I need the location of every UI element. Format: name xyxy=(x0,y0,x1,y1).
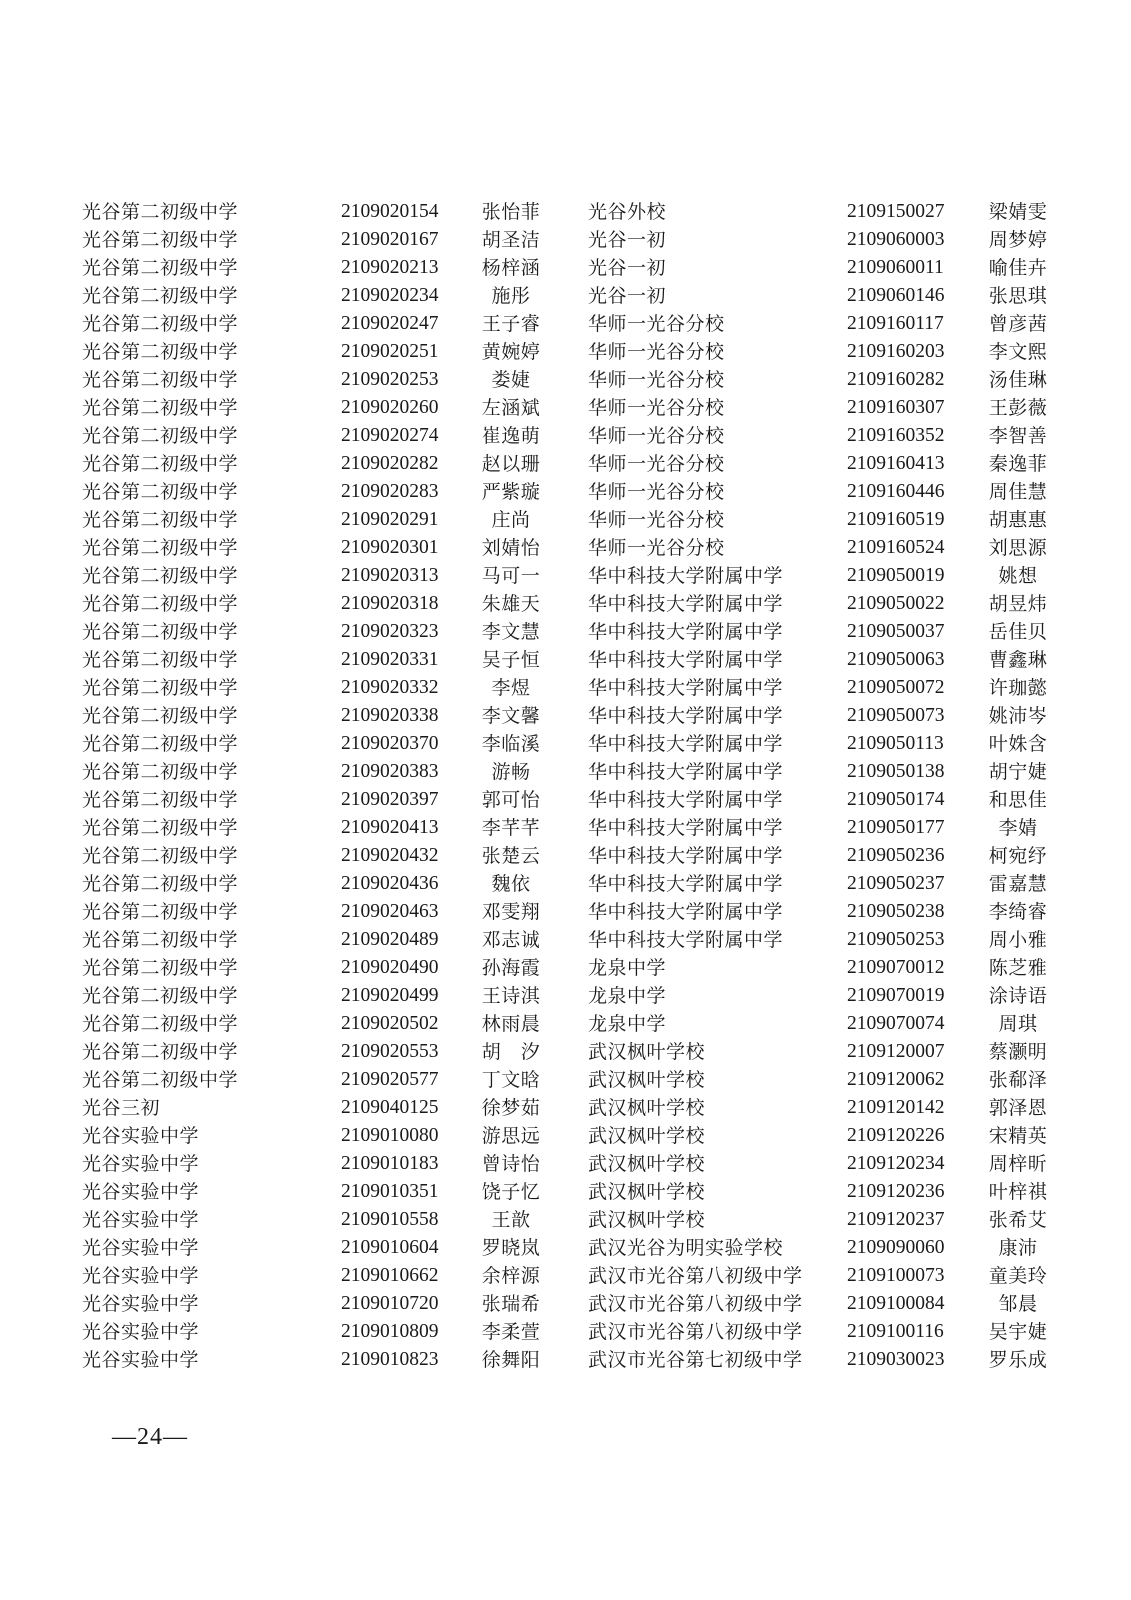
table-row xyxy=(0,674,1131,702)
student-name-left: 胡 汐 xyxy=(481,1041,541,1063)
exam-number-right: 2109050072 xyxy=(847,677,945,698)
school-right: 华中科技大学附属中学 xyxy=(588,817,784,839)
school-left: 光谷第二初级中学 xyxy=(82,649,239,671)
school-right: 华师一光谷分校 xyxy=(588,397,725,419)
table-row xyxy=(0,814,1131,842)
student-name-right: 胡宁婕 xyxy=(988,761,1048,783)
exam-number-left: 2109010809 xyxy=(341,1321,439,1342)
page-number: —24— xyxy=(112,1424,188,1450)
school-right: 华中科技大学附属中学 xyxy=(588,621,784,643)
exam-number-left: 2109020318 xyxy=(341,593,439,614)
student-name-left: 游思远 xyxy=(481,1125,541,1147)
exam-number-right: 2109050236 xyxy=(847,845,945,866)
exam-number-left: 2109020253 xyxy=(341,369,439,390)
school-left: 光谷第二初级中学 xyxy=(82,229,239,251)
student-name-left: 孙海霞 xyxy=(481,957,541,979)
table-row xyxy=(0,226,1131,254)
student-name-left: 朱雄天 xyxy=(481,593,541,615)
exam-number-right: 2109160352 xyxy=(847,425,945,446)
exam-number-right: 2109030023 xyxy=(847,1349,945,1370)
student-name-right: 胡惠惠 xyxy=(988,509,1048,531)
student-name-right: 刘思源 xyxy=(988,537,1048,559)
school-left: 光谷第二初级中学 xyxy=(82,901,239,923)
table-row xyxy=(0,198,1131,226)
exam-number-left: 2109020260 xyxy=(341,397,439,418)
exam-number-right: 2109060146 xyxy=(847,285,945,306)
exam-number-right: 2109120236 xyxy=(847,1181,945,1202)
school-left: 光谷第二初级中学 xyxy=(82,957,239,979)
exam-number-left: 2109020502 xyxy=(341,1013,439,1034)
school-left: 光谷第二初级中学 xyxy=(82,341,239,363)
student-name-left: 丁文晗 xyxy=(481,1069,541,1091)
exam-number-left: 2109020313 xyxy=(341,565,439,586)
school-left: 光谷实验中学 xyxy=(82,1237,200,1259)
exam-number-right: 2109160519 xyxy=(847,509,945,530)
school-left: 光谷第二初级中学 xyxy=(82,1013,239,1035)
exam-number-right: 2109050022 xyxy=(847,593,945,614)
exam-number-right: 2109070074 xyxy=(847,1013,945,1034)
table-row xyxy=(0,534,1131,562)
school-left: 光谷第二初级中学 xyxy=(82,705,239,727)
student-name-right: 雷嘉慧 xyxy=(988,873,1048,895)
student-name-left: 李柔萱 xyxy=(481,1321,541,1343)
exam-number-left: 2109010558 xyxy=(341,1209,439,1230)
school-right: 武汉市光谷第八初级中学 xyxy=(588,1321,803,1343)
school-right: 武汉光谷为明实验学校 xyxy=(588,1237,784,1259)
exam-number-left: 2109020338 xyxy=(341,705,439,726)
school-right: 武汉市光谷第七初级中学 xyxy=(588,1349,803,1371)
school-right: 光谷一初 xyxy=(588,257,667,279)
table-row xyxy=(0,1346,1131,1374)
school-right: 武汉枫叶学校 xyxy=(588,1181,706,1203)
student-name-left: 李文慧 xyxy=(481,621,541,643)
exam-number-right: 2109050253 xyxy=(847,929,945,950)
school-left: 光谷第二初级中学 xyxy=(82,1041,239,1063)
school-left: 光谷实验中学 xyxy=(82,1153,200,1175)
school-left: 光谷第二初级中学 xyxy=(82,201,239,223)
student-name-left: 李芊芊 xyxy=(481,817,541,839)
school-right: 华中科技大学附属中学 xyxy=(588,649,784,671)
table-row xyxy=(0,870,1131,898)
student-name-left: 徐梦茹 xyxy=(481,1097,541,1119)
school-left: 光谷实验中学 xyxy=(82,1209,200,1231)
exam-number-right: 2109160524 xyxy=(847,537,945,558)
student-name-left: 曾诗怡 xyxy=(481,1153,541,1175)
exam-number-left: 2109020370 xyxy=(341,733,439,754)
school-right: 武汉枫叶学校 xyxy=(588,1209,706,1231)
student-name-left: 邓雯翔 xyxy=(481,901,541,923)
table-row xyxy=(0,282,1131,310)
table-row xyxy=(0,982,1131,1010)
student-name-left: 邓志诚 xyxy=(481,929,541,951)
school-left: 光谷第二初级中学 xyxy=(82,1069,239,1091)
exam-number-right: 2109090060 xyxy=(847,1237,945,1258)
student-name-left: 张瑞希 xyxy=(481,1293,541,1315)
student-name-right: 周梦婷 xyxy=(988,229,1048,251)
student-name-right: 岳佳贝 xyxy=(988,621,1048,643)
school-right: 龙泉中学 xyxy=(588,985,667,1007)
school-right: 光谷一初 xyxy=(588,229,667,251)
exam-number-left: 2109010183 xyxy=(341,1153,439,1174)
exam-number-left: 2109010351 xyxy=(341,1181,439,1202)
school-right: 龙泉中学 xyxy=(588,1013,667,1035)
school-left: 光谷第二初级中学 xyxy=(82,677,239,699)
exam-number-left: 2109020463 xyxy=(341,901,439,922)
student-name-left: 林雨晨 xyxy=(481,1013,541,1035)
table-row xyxy=(0,954,1131,982)
table-row xyxy=(0,1318,1131,1346)
school-left: 光谷实验中学 xyxy=(82,1265,200,1287)
student-name-right: 李智善 xyxy=(988,425,1048,447)
table-row xyxy=(0,1094,1131,1122)
exam-number-left: 2109020489 xyxy=(341,929,439,950)
exam-number-right: 2109160282 xyxy=(847,369,945,390)
exam-number-right: 2109050238 xyxy=(847,901,945,922)
school-right: 华中科技大学附属中学 xyxy=(588,733,784,755)
table-row xyxy=(0,1150,1131,1178)
student-name-right: 梁婧雯 xyxy=(988,201,1048,223)
student-name-right: 李文熙 xyxy=(988,341,1048,363)
student-name-right: 邹晨 xyxy=(998,1293,1038,1315)
school-right: 华师一光谷分校 xyxy=(588,341,725,363)
school-left: 光谷第二初级中学 xyxy=(82,733,239,755)
school-right: 华中科技大学附属中学 xyxy=(588,873,784,895)
student-name-left: 罗晓岚 xyxy=(481,1237,541,1259)
school-left: 光谷第二初级中学 xyxy=(82,369,239,391)
student-name-right: 张思琪 xyxy=(988,285,1048,307)
table-row xyxy=(0,310,1131,338)
student-name-left: 徐舞阳 xyxy=(481,1349,541,1371)
exam-number-right: 2109160117 xyxy=(847,313,944,334)
school-right: 华中科技大学附属中学 xyxy=(588,705,784,727)
student-name-right: 蔡灏明 xyxy=(988,1041,1048,1063)
school-right: 华中科技大学附属中学 xyxy=(588,929,784,951)
student-name-left: 饶子忆 xyxy=(481,1181,541,1203)
exam-number-left: 2109020283 xyxy=(341,481,439,502)
table-row xyxy=(0,1178,1131,1206)
student-name-right: 柯宛纾 xyxy=(988,845,1048,867)
table-row xyxy=(0,926,1131,954)
school-right: 华中科技大学附属中学 xyxy=(588,789,784,811)
exam-number-right: 2109060011 xyxy=(847,257,944,278)
school-left: 光谷第二初级中学 xyxy=(82,873,239,895)
exam-number-right: 2109120237 xyxy=(847,1209,945,1230)
student-name-right: 叶姝含 xyxy=(988,733,1048,755)
exam-number-right: 2109060003 xyxy=(847,229,945,250)
exam-number-right: 2109050063 xyxy=(847,649,945,670)
student-name-left: 吴子恒 xyxy=(481,649,541,671)
school-right: 龙泉中学 xyxy=(588,957,667,979)
table-row xyxy=(0,842,1131,870)
student-name-left: 李临溪 xyxy=(481,733,541,755)
student-name-left: 左涵斌 xyxy=(481,397,541,419)
school-right: 华中科技大学附属中学 xyxy=(588,677,784,699)
exam-number-left: 2109020413 xyxy=(341,817,439,838)
exam-number-right: 2109120062 xyxy=(847,1069,945,1090)
table-row xyxy=(0,730,1131,758)
school-left: 光谷第二初级中学 xyxy=(82,985,239,1007)
school-right: 武汉枫叶学校 xyxy=(588,1041,706,1063)
table-row xyxy=(0,646,1131,674)
exam-number-right: 2109150027 xyxy=(847,201,945,222)
exam-number-left: 2109020274 xyxy=(341,425,439,446)
student-name-right: 张希艾 xyxy=(988,1209,1048,1231)
school-right: 华中科技大学附属中学 xyxy=(588,593,784,615)
exam-number-right: 2109100073 xyxy=(847,1265,945,1286)
exam-number-right: 2109120142 xyxy=(847,1097,945,1118)
student-name-right: 康沛 xyxy=(998,1237,1038,1259)
exam-number-right: 2109070019 xyxy=(847,985,945,1006)
student-name-right: 王彭薇 xyxy=(988,397,1048,419)
school-left: 光谷第二初级中学 xyxy=(82,257,239,279)
student-name-right: 姚想 xyxy=(998,565,1038,587)
student-name-right: 宋精英 xyxy=(988,1125,1048,1147)
student-name-left: 严紫璇 xyxy=(481,481,541,503)
exam-number-right: 2109050113 xyxy=(847,733,944,754)
exam-number-left: 2109040125 xyxy=(341,1097,439,1118)
exam-number-right: 2109050019 xyxy=(847,565,945,586)
student-name-right: 姚沛岑 xyxy=(988,705,1048,727)
student-name-left: 李文馨 xyxy=(481,705,541,727)
student-name-right: 许珈懿 xyxy=(988,677,1048,699)
school-left: 光谷第二初级中学 xyxy=(82,929,239,951)
student-name-left: 张怡菲 xyxy=(481,201,541,223)
student-name-left: 游畅 xyxy=(491,761,531,783)
school-left: 光谷第二初级中学 xyxy=(82,789,239,811)
school-left: 光谷第二初级中学 xyxy=(82,621,239,643)
table-row xyxy=(0,786,1131,814)
exam-number-right: 2109050138 xyxy=(847,761,945,782)
student-name-right: 曾彦茜 xyxy=(988,313,1048,335)
school-left: 光谷第二初级中学 xyxy=(82,845,239,867)
student-name-right: 周琪 xyxy=(998,1013,1038,1035)
exam-number-left: 2109020331 xyxy=(341,649,439,670)
table-row xyxy=(0,758,1131,786)
school-left: 光谷第二初级中学 xyxy=(82,509,239,531)
school-right: 华中科技大学附属中学 xyxy=(588,845,784,867)
student-name-right: 喻佳卉 xyxy=(988,257,1048,279)
student-name-left: 娄婕 xyxy=(491,369,531,391)
student-name-right: 涂诗语 xyxy=(988,985,1048,1007)
exam-number-left: 2109020490 xyxy=(341,957,439,978)
table-row xyxy=(0,1010,1131,1038)
exam-number-right: 2109100084 xyxy=(847,1293,945,1314)
exam-number-right: 2109120007 xyxy=(847,1041,945,1062)
school-right: 武汉枫叶学校 xyxy=(588,1125,706,1147)
student-name-left: 马可一 xyxy=(481,565,541,587)
table-row xyxy=(0,618,1131,646)
table-row xyxy=(0,450,1131,478)
school-right: 光谷一初 xyxy=(588,285,667,307)
exam-number-left: 2109010604 xyxy=(341,1237,439,1258)
school-left: 光谷第二初级中学 xyxy=(82,285,239,307)
table-row xyxy=(0,1290,1131,1318)
school-left: 光谷实验中学 xyxy=(82,1293,200,1315)
table-row xyxy=(0,1066,1131,1094)
exam-number-left: 2109020436 xyxy=(341,873,439,894)
school-right: 武汉枫叶学校 xyxy=(588,1069,706,1091)
table-row xyxy=(0,702,1131,730)
student-name-left: 郭可怡 xyxy=(481,789,541,811)
student-name-right: 秦逸菲 xyxy=(988,453,1048,475)
school-left: 光谷第二初级中学 xyxy=(82,453,239,475)
school-right: 华师一光谷分校 xyxy=(588,425,725,447)
exam-number-right: 2109050177 xyxy=(847,817,945,838)
student-name-right: 童美玲 xyxy=(988,1265,1048,1287)
exam-number-left: 2109010080 xyxy=(341,1125,439,1146)
table-row xyxy=(0,422,1131,450)
student-name-left: 赵以珊 xyxy=(481,453,541,475)
table-row xyxy=(0,366,1131,394)
table-row xyxy=(0,898,1131,926)
student-name-right: 罗乐成 xyxy=(988,1349,1048,1371)
school-left: 光谷实验中学 xyxy=(82,1181,200,1203)
exam-number-left: 2109020154 xyxy=(341,201,439,222)
school-right: 武汉市光谷第八初级中学 xyxy=(588,1293,803,1315)
school-left: 光谷第二初级中学 xyxy=(82,313,239,335)
school-right: 华师一光谷分校 xyxy=(588,453,725,475)
student-name-left: 杨梓涵 xyxy=(481,257,541,279)
exam-number-left: 2109020432 xyxy=(341,845,439,866)
student-name-left: 张楚云 xyxy=(481,845,541,867)
school-left: 光谷第二初级中学 xyxy=(82,481,239,503)
table-row xyxy=(0,478,1131,506)
student-name-left: 胡圣洁 xyxy=(481,229,541,251)
student-name-right: 胡昱炜 xyxy=(988,593,1048,615)
student-name-left: 王诗淇 xyxy=(481,985,541,1007)
school-right: 武汉枫叶学校 xyxy=(588,1097,706,1119)
exam-number-left: 2109020301 xyxy=(341,537,439,558)
exam-number-left: 2109020234 xyxy=(341,285,439,306)
table-row xyxy=(0,562,1131,590)
exam-number-left: 2109020332 xyxy=(341,677,439,698)
exam-number-left: 2109020213 xyxy=(341,257,439,278)
student-name-right: 叶梓祺 xyxy=(988,1181,1048,1203)
school-left: 光谷实验中学 xyxy=(82,1321,200,1343)
school-right: 华师一光谷分校 xyxy=(588,369,725,391)
student-name-right: 张郗泽 xyxy=(988,1069,1048,1091)
student-name-right: 李婧 xyxy=(998,817,1038,839)
exam-number-right: 2109160446 xyxy=(847,481,945,502)
school-left: 光谷第二初级中学 xyxy=(82,593,239,615)
school-left: 光谷第二初级中学 xyxy=(82,397,239,419)
school-right: 华师一光谷分校 xyxy=(588,481,725,503)
exam-number-left: 2109010823 xyxy=(341,1349,439,1370)
student-name-right: 周佳慧 xyxy=(988,481,1048,503)
exam-number-right: 2109160413 xyxy=(847,453,945,474)
table-row xyxy=(0,590,1131,618)
exam-number-right: 2109160203 xyxy=(847,341,945,362)
exam-number-right: 2109050073 xyxy=(847,705,945,726)
student-name-left: 庄尚 xyxy=(491,509,531,531)
school-left: 光谷三初 xyxy=(82,1097,161,1119)
exam-number-left: 2109020397 xyxy=(341,789,439,810)
school-right: 光谷外校 xyxy=(588,201,667,223)
school-left: 光谷第二初级中学 xyxy=(82,537,239,559)
exam-number-right: 2109120234 xyxy=(847,1153,945,1174)
table-row xyxy=(0,1262,1131,1290)
student-name-right: 李绮睿 xyxy=(988,901,1048,923)
school-right: 华中科技大学附属中学 xyxy=(588,901,784,923)
student-name-left: 魏依 xyxy=(491,873,531,895)
student-name-left: 王歆 xyxy=(491,1209,531,1231)
student-name-right: 汤佳琳 xyxy=(988,369,1048,391)
exam-number-left: 2109020282 xyxy=(341,453,439,474)
exam-number-left: 2109020383 xyxy=(341,761,439,782)
student-name-right: 郭泽恩 xyxy=(988,1097,1048,1119)
school-right: 武汉市光谷第八初级中学 xyxy=(588,1265,803,1287)
exam-number-left: 2109020251 xyxy=(341,341,439,362)
table-row xyxy=(0,254,1131,282)
student-name-left: 余梓源 xyxy=(481,1265,541,1287)
school-left: 光谷第二初级中学 xyxy=(82,761,239,783)
student-name-left: 王子睿 xyxy=(481,313,541,335)
exam-number-right: 2109120226 xyxy=(847,1125,945,1146)
school-right: 华中科技大学附属中学 xyxy=(588,761,784,783)
exam-number-left: 2109020167 xyxy=(341,229,439,250)
student-name-right: 陈芝雅 xyxy=(988,957,1048,979)
student-name-left: 崔逸萌 xyxy=(481,425,541,447)
table-row xyxy=(0,1206,1131,1234)
exam-number-left: 2109010720 xyxy=(341,1293,439,1314)
table-row xyxy=(0,338,1131,366)
exam-number-right: 2109070012 xyxy=(847,957,945,978)
school-left: 光谷第二初级中学 xyxy=(82,817,239,839)
school-right: 武汉枫叶学校 xyxy=(588,1153,706,1175)
exam-number-left: 2109020291 xyxy=(341,509,439,530)
table-row xyxy=(0,1234,1131,1262)
school-right: 华师一光谷分校 xyxy=(588,537,725,559)
student-name-right: 周梓昕 xyxy=(988,1153,1048,1175)
exam-number-left: 2109020553 xyxy=(341,1041,439,1062)
table-row xyxy=(0,394,1131,422)
exam-number-right: 2109050237 xyxy=(847,873,945,894)
student-name-right: 曹鑫琳 xyxy=(988,649,1048,671)
student-name-right: 周小雅 xyxy=(988,929,1048,951)
exam-number-left: 2109010662 xyxy=(341,1265,439,1286)
school-right: 华中科技大学附属中学 xyxy=(588,565,784,587)
student-name-left: 施彤 xyxy=(491,285,531,307)
table-row xyxy=(0,1038,1131,1066)
student-name-left: 黄婉婷 xyxy=(481,341,541,363)
school-left: 光谷实验中学 xyxy=(82,1349,200,1371)
table-row xyxy=(0,1122,1131,1150)
exam-number-left: 2109020577 xyxy=(341,1069,439,1090)
student-name-right: 吴宇婕 xyxy=(988,1321,1048,1343)
student-name-left: 李煜 xyxy=(491,677,531,699)
exam-number-right: 2109100116 xyxy=(847,1321,944,1342)
school-right: 华师一光谷分校 xyxy=(588,509,725,531)
exam-number-right: 2109160307 xyxy=(847,397,945,418)
table-row xyxy=(0,506,1131,534)
exam-number-left: 2109020247 xyxy=(341,313,439,334)
school-left: 光谷第二初级中学 xyxy=(82,565,239,587)
student-name-right: 和思佳 xyxy=(988,789,1048,811)
exam-number-left: 2109020499 xyxy=(341,985,439,1006)
school-right: 华师一光谷分校 xyxy=(588,313,725,335)
exam-number-right: 2109050037 xyxy=(847,621,945,642)
exam-number-right: 2109050174 xyxy=(847,789,945,810)
school-left: 光谷实验中学 xyxy=(82,1125,200,1147)
school-left: 光谷第二初级中学 xyxy=(82,425,239,447)
student-list-table xyxy=(0,198,1131,1374)
exam-number-left: 2109020323 xyxy=(341,621,439,642)
student-name-left: 刘婧怡 xyxy=(481,537,541,559)
